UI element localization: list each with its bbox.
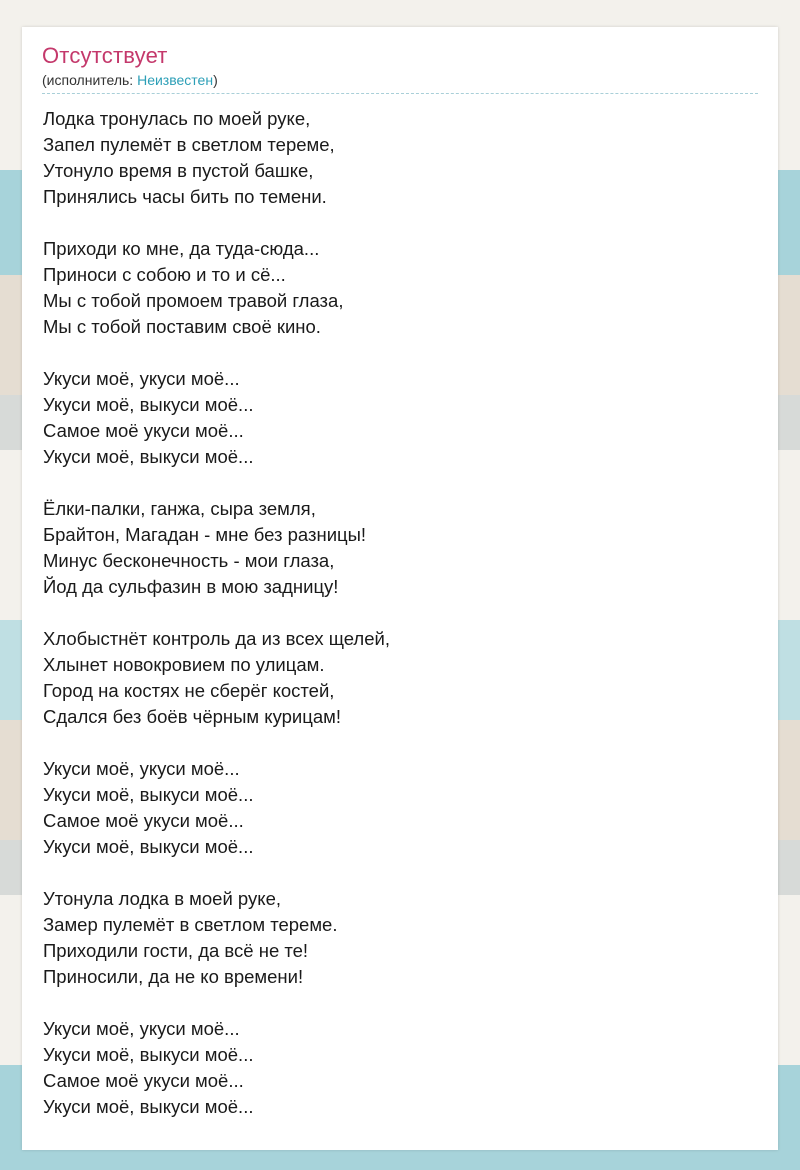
lyrics-line: Ёлки-палки, ганжа, сыра земля,	[43, 498, 316, 519]
lyrics-line: Принялись часы бить по темени.	[43, 186, 327, 207]
lyrics-stanza	[43, 756, 743, 860]
artist-line	[42, 72, 218, 88]
dashed-divider	[42, 93, 758, 94]
lyrics-line: Утонуло время в пустой башке,	[43, 160, 314, 181]
lyrics-line: Хлобыстнёт контроль да из всех щелей,	[43, 628, 390, 649]
lyrics-line: Самое моё укуси моё...	[43, 810, 244, 831]
artist-prefix: (исполнитель:	[42, 72, 138, 88]
lyrics-stanza	[43, 886, 743, 990]
lyrics-line: Самое моё укуси моё...	[43, 420, 244, 441]
lyrics-line: Укуси моё, укуси моё...	[43, 1018, 240, 1039]
lyrics-line: Лодка тронулась по моей руке,	[43, 108, 311, 129]
lyrics-body	[43, 106, 743, 1146]
lyrics-stanza	[43, 626, 743, 730]
lyrics-line: Мы с тобой промоем травой глаза,	[43, 290, 344, 311]
lyrics-line: Укуси моё, выкуси моё...	[43, 446, 254, 467]
lyrics-line: Укуси моё, выкуси моё...	[43, 394, 254, 415]
lyrics-sheet	[22, 27, 778, 1150]
artist-suffix: )	[213, 72, 218, 88]
lyrics-line: Укуси моё, выкуси моё...	[43, 1044, 254, 1065]
lyrics-stanza	[43, 366, 743, 470]
lyrics-line: Йод да сульфазин в мою задницу!	[43, 576, 339, 597]
artist-link[interactable]: Неизвестен	[137, 72, 214, 88]
lyrics-line: Самое моё укуси моё...	[43, 1070, 244, 1091]
lyrics-line: Замер пулемёт в светлом тереме.	[43, 914, 338, 935]
lyrics-line: Хлынет новокровием по улицам.	[43, 654, 325, 675]
lyrics-line: Укуси моё, выкуси моё...	[43, 1096, 254, 1117]
lyrics-line: Укуси моё, выкуси моё...	[43, 784, 254, 805]
lyrics-stanza	[43, 496, 743, 600]
lyrics-line: Сдался без боёв чёрным курицам!	[43, 706, 341, 727]
lyrics-line: Укуси моё, укуси моё...	[43, 758, 240, 779]
lyrics-line: Укуси моё, выкуси моё...	[43, 836, 254, 857]
lyrics-line: Запел пулемёт в светлом тереме,	[43, 134, 335, 155]
lyrics-line: Приходи ко мне, да туда-сюда...	[43, 238, 320, 259]
lyrics-line: Приносили, да не ко времени!	[43, 966, 304, 987]
lyrics-stanza	[43, 236, 743, 340]
lyrics-line: Укуси моё, укуси моё...	[43, 368, 240, 389]
lyrics-stanza	[43, 1016, 743, 1120]
lyrics-line: Приходили гости, да всё не те!	[43, 940, 309, 961]
lyrics-line: Приноси с собою и то и сё...	[43, 264, 286, 285]
lyrics-line: Утонула лодка в моей руке,	[43, 888, 281, 909]
lyrics-stanza	[43, 106, 743, 210]
lyrics-line: Брайтон, Магадан - мне без разницы!	[43, 524, 367, 545]
song-title: Отсутствует	[42, 43, 168, 68]
lyrics-line: Город на костях не сберёг костей,	[43, 680, 335, 701]
lyrics-line: Мы с тобой поставим своё кино.	[43, 316, 321, 337]
lyrics-line: Минус бесконечность - мои глаза,	[43, 550, 335, 571]
